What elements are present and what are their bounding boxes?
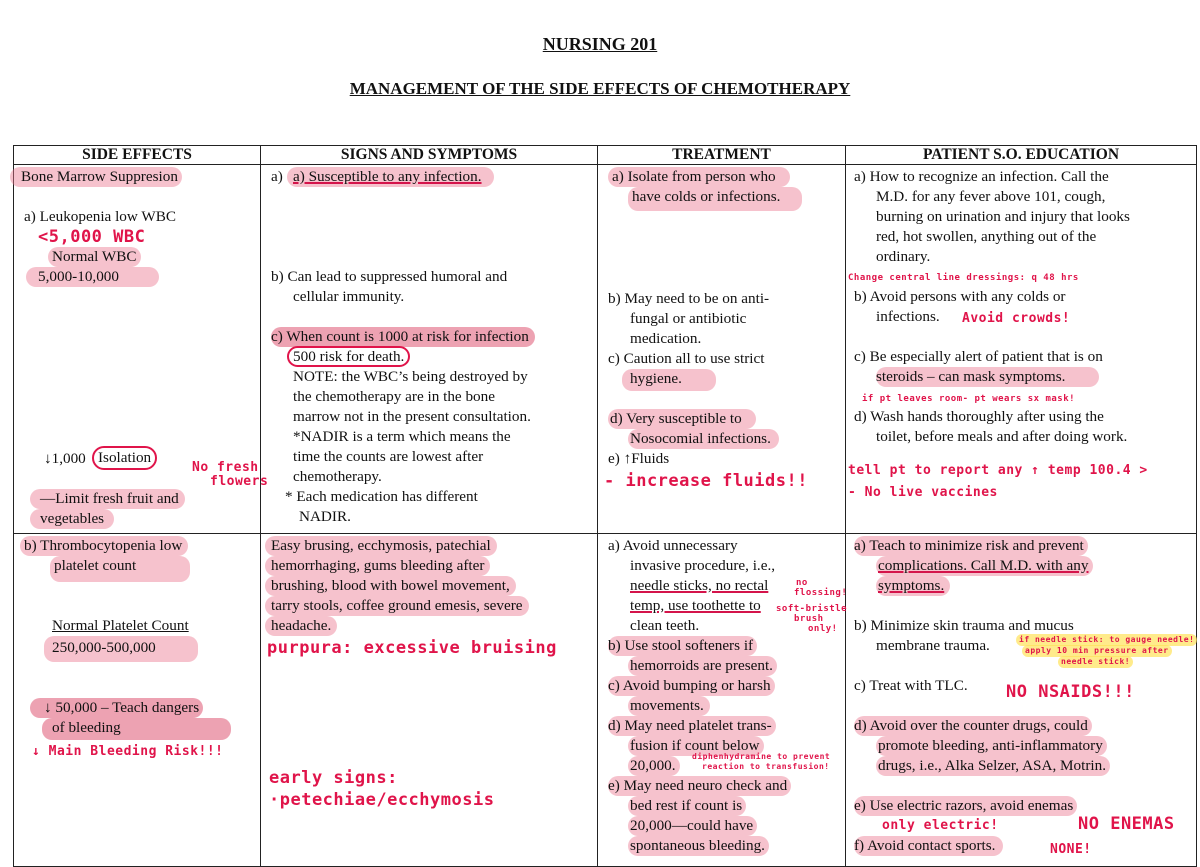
treat2-b-line1: b) Use stool softeners if (608, 636, 757, 656)
edu2-a-line2: complications. Call M.D. with any (876, 556, 1093, 576)
document-title: MANAGEMENT OF THE SIDE EFFECTS OF CHEMOTHERAPY (349, 79, 851, 98)
handwritten-needle-stick-3: needle stick! (1058, 656, 1133, 668)
edu2-b-line1: b) Minimize skin trauma and mucus (854, 617, 1074, 634)
column-header-treatment: TREATMENT (598, 146, 846, 165)
handwritten-no-flossing-2: flossing! (794, 588, 848, 598)
teach-dangers-line1: ↓ 50,000 – Teach dangers (30, 698, 203, 718)
bleeding-sign-line4: tarry stools, coffee ground emesis, severe (265, 596, 529, 616)
handwritten-early-signs-2: ·petechiae/ecchymosis (269, 790, 495, 810)
handwritten-only-electric: only electric! (882, 818, 999, 833)
handwritten-no-nsaids: NO NSAIDS!!! (1006, 682, 1135, 702)
limit-fruit-line2: vegetables (30, 509, 114, 529)
edu-a-line1: a) How to recognize an infection. Call the (854, 168, 1109, 185)
treat2-e-line4: spontaneous bleeding. (628, 836, 769, 856)
handwritten-increase-fluids: - increase fluids!! (604, 471, 808, 491)
edu2-d-line2: promote bleeding, anti-inflammatory (876, 736, 1107, 756)
treat-d-line2: Nosocomial infections. (628, 429, 779, 449)
teach-dangers-line2: of bleeding (42, 718, 231, 740)
edu2-e: e) Use electric razors, avoid enemas (854, 796, 1077, 816)
treat2-e-line1: e) May need neuro check and (608, 776, 791, 796)
edu2-f: f) Avoid contact sports. (854, 836, 1003, 856)
treat2-a-line1: a) Avoid unnecessary (608, 537, 738, 554)
handwritten-soft-brush-3: only! (808, 624, 838, 634)
course-title: NURSING 201 (542, 34, 658, 54)
treat2-a-line4: temp, use toothette to (630, 597, 761, 614)
treat-a-line1: a) Isolate from person who (608, 167, 790, 187)
treat-b-line3: medication. (630, 330, 702, 347)
edu2-d-line3: drugs, i.e., Alka Selzer, ASA, Motrin. (876, 756, 1110, 776)
note-line6: chemotherapy. (293, 468, 382, 485)
edu2-a-line3: symptoms. (876, 576, 950, 596)
thrombo-line1: b) Thrombocytopenia low (20, 536, 188, 556)
bleeding-sign-line1: Easy brusing, ecchymosis, patechial (265, 536, 497, 556)
bleeding-sign-line2: hemorrhaging, gums bleeding after (265, 556, 490, 576)
side-effect-title: Bone Marrow Suppresion (10, 167, 182, 187)
treat-c-line2: hygiene. (622, 369, 716, 391)
sign-c-line1: c) When count is 1000 at risk for infection (271, 327, 535, 347)
handwritten-no-vaccines: - No live vaccines (848, 485, 998, 500)
limit-fruit-line1: —Limit fresh fruit and (30, 489, 185, 509)
bleeding-sign-line5: headache. (265, 616, 337, 636)
handwritten-bleeding-risk: ↓ Main Bleeding Risk!!! (32, 744, 224, 759)
edu-d-line2: toilet, before meals and after doing work. (876, 428, 1128, 445)
leukopenia-label: a) Leukopenia low WBC (24, 208, 176, 225)
normal-wbc-label: Normal WBC (48, 247, 141, 267)
normal-platelet-range: 250,000-500,000 (44, 636, 198, 662)
cell-treatment-infection (598, 165, 846, 534)
column-header-signs-symptoms: SIGNS AND SYMPTOMS (261, 146, 598, 165)
handwritten-change-dressings: Change central line dressings: q 48 hrs (848, 273, 1079, 283)
treat-b-line1: b) May need to be on anti- (608, 290, 770, 307)
column-header-patient-education: PATIENT S.O. EDUCATION (846, 146, 1197, 165)
chemo-side-effects-table (13, 145, 1197, 867)
handwritten-no-flowers-2: flowers (210, 474, 269, 489)
edu-b-line1: b) Avoid persons with any colds or (854, 288, 1066, 305)
handwritten-soft-brush-2: brush (794, 614, 824, 624)
column-header-side-effects: SIDE EFFECTS (14, 146, 261, 165)
edu2-d-line1: d) Avoid over the counter drugs, could (854, 716, 1092, 736)
edu-a-line5: ordinary. (876, 248, 931, 265)
handwritten-purpura: purpura: excessive bruising (267, 638, 557, 658)
treat2-a-line5: clean teeth. (630, 617, 700, 634)
sign-c-line2: 500 risk for death. (287, 346, 410, 367)
isolation-threshold: ↓1,000 (44, 450, 86, 467)
edu-b-line2: infections. (876, 308, 940, 325)
table-row (14, 534, 1197, 867)
handwritten-diphenhydramine-1: diphenhydramine to prevent (692, 752, 831, 761)
treat2-b-line2: hemorroids are present. (628, 656, 777, 676)
treat2-a-line2: invasive procedure, i.e., (630, 557, 776, 574)
edu-a-line2: M.D. for any fever above 101, cough, (876, 188, 1106, 205)
handwritten-needle-stick-1: if needle stick: to gauge needle! (1016, 634, 1197, 646)
cell-signs-infection (261, 165, 598, 534)
sign-a-text: a) Susceptible to any infection. (287, 167, 494, 187)
cell-education-infection (846, 165, 1197, 534)
handwritten-mask-note: if pt leaves room- pt wears sx mask! (862, 394, 1076, 404)
cell-side-effects-thrombocytopenia (14, 534, 261, 867)
treat-d-line1: d) Very susceptible to (608, 409, 756, 429)
edu2-b-line2: membrane trauma. (876, 637, 990, 654)
note-line1: NOTE: the WBC’s being destroyed by (293, 368, 528, 385)
handwritten-early-signs-1: early signs: (269, 768, 398, 788)
thrombo-line2: platelet count (50, 556, 190, 582)
cell-signs-bleeding (261, 534, 598, 867)
note-line8: NADIR. (299, 508, 351, 525)
treat2-d-line3: 20,000. (628, 756, 680, 776)
treat2-c-line2: movements. (628, 696, 710, 716)
treat2-d-line1: d) May need platelet trans- (608, 716, 776, 736)
treat-a-line2: have colds or infections. (628, 187, 802, 211)
edu-d-line1: d) Wash hands thoroughly after using the (854, 408, 1104, 425)
bleeding-sign-line3: brushing, blood with bowel movement, (265, 576, 516, 596)
handwritten-wbc-note: <5,000 WBC (38, 227, 146, 247)
sign-b-line1: b) Can lead to suppressed humoral and (271, 268, 508, 285)
edu-c-line1: c) Be especially alert of patient that is on (854, 348, 1103, 365)
treat2-e-line2: bed rest if count is (628, 796, 746, 816)
handwritten-no-flossing-1: no (796, 578, 808, 588)
handwritten-soft-brush-1: soft-bristle (776, 604, 848, 614)
note-line4: *NADIR is a term which means the (293, 428, 511, 445)
note-line7: * Each medication has different (285, 488, 478, 505)
treat2-e-line3: 20,000—could have (628, 816, 757, 836)
edu-a-line3: burning on urination and injury that looks (876, 208, 1130, 225)
cell-side-effects-bone-marrow (14, 165, 269, 534)
treat2-a-line3: needle sticks, no rectal (630, 577, 769, 594)
handwritten-no-flowers-1: No fresh (192, 460, 259, 475)
sign-b-line2: cellular immunity. (293, 288, 405, 305)
handwritten-no-enemas: NO ENEMAS (1078, 814, 1175, 834)
handwritten-none: NONE! (1050, 842, 1092, 857)
edu-c-line2: steroids – can mask symptoms. (876, 367, 1099, 387)
note-line5: time the counts are lowest after (293, 448, 484, 465)
treat-e: e) ↑Fluids (608, 450, 670, 467)
edu2-a-line1: a) Teach to minimize risk and prevent (854, 536, 1088, 556)
edu2-c: c) Treat with TLC. (854, 677, 968, 694)
edu-a-line4: red, hot swollen, anything out of the (876, 228, 1097, 245)
treat2-d-line2: fusion if count below (628, 736, 764, 756)
treat-c-line1: c) Caution all to use strict (608, 350, 765, 367)
table-row (14, 165, 1197, 534)
cell-treatment-bleeding (598, 534, 846, 867)
cell-education-bleeding (846, 534, 1197, 867)
normal-platelet-label: Normal Platelet Count (52, 617, 189, 634)
normal-wbc-range: 5,000-10,000 (26, 267, 159, 287)
handwritten-needle-stick-2: apply 10 min pressure after (1022, 645, 1172, 657)
sign-a-prefix: a) (271, 168, 283, 185)
handwritten-report-temp: tell pt to report any ↑ temp 100.4 > (848, 463, 1148, 478)
note-line3: marrow not in the present consultation. (293, 408, 531, 425)
treat2-c-line1: c) Avoid bumping or harsh (608, 676, 775, 696)
note-line2: the chemotherapy are in the bone (293, 388, 495, 405)
treat-b-line2: fungal or antibiotic (630, 310, 747, 327)
handwritten-diphenhydramine-2: reaction to transfusion! (702, 762, 830, 771)
handwritten-avoid-crowds: Avoid crowds! (962, 311, 1071, 326)
isolation-word: Isolation (92, 446, 157, 470)
